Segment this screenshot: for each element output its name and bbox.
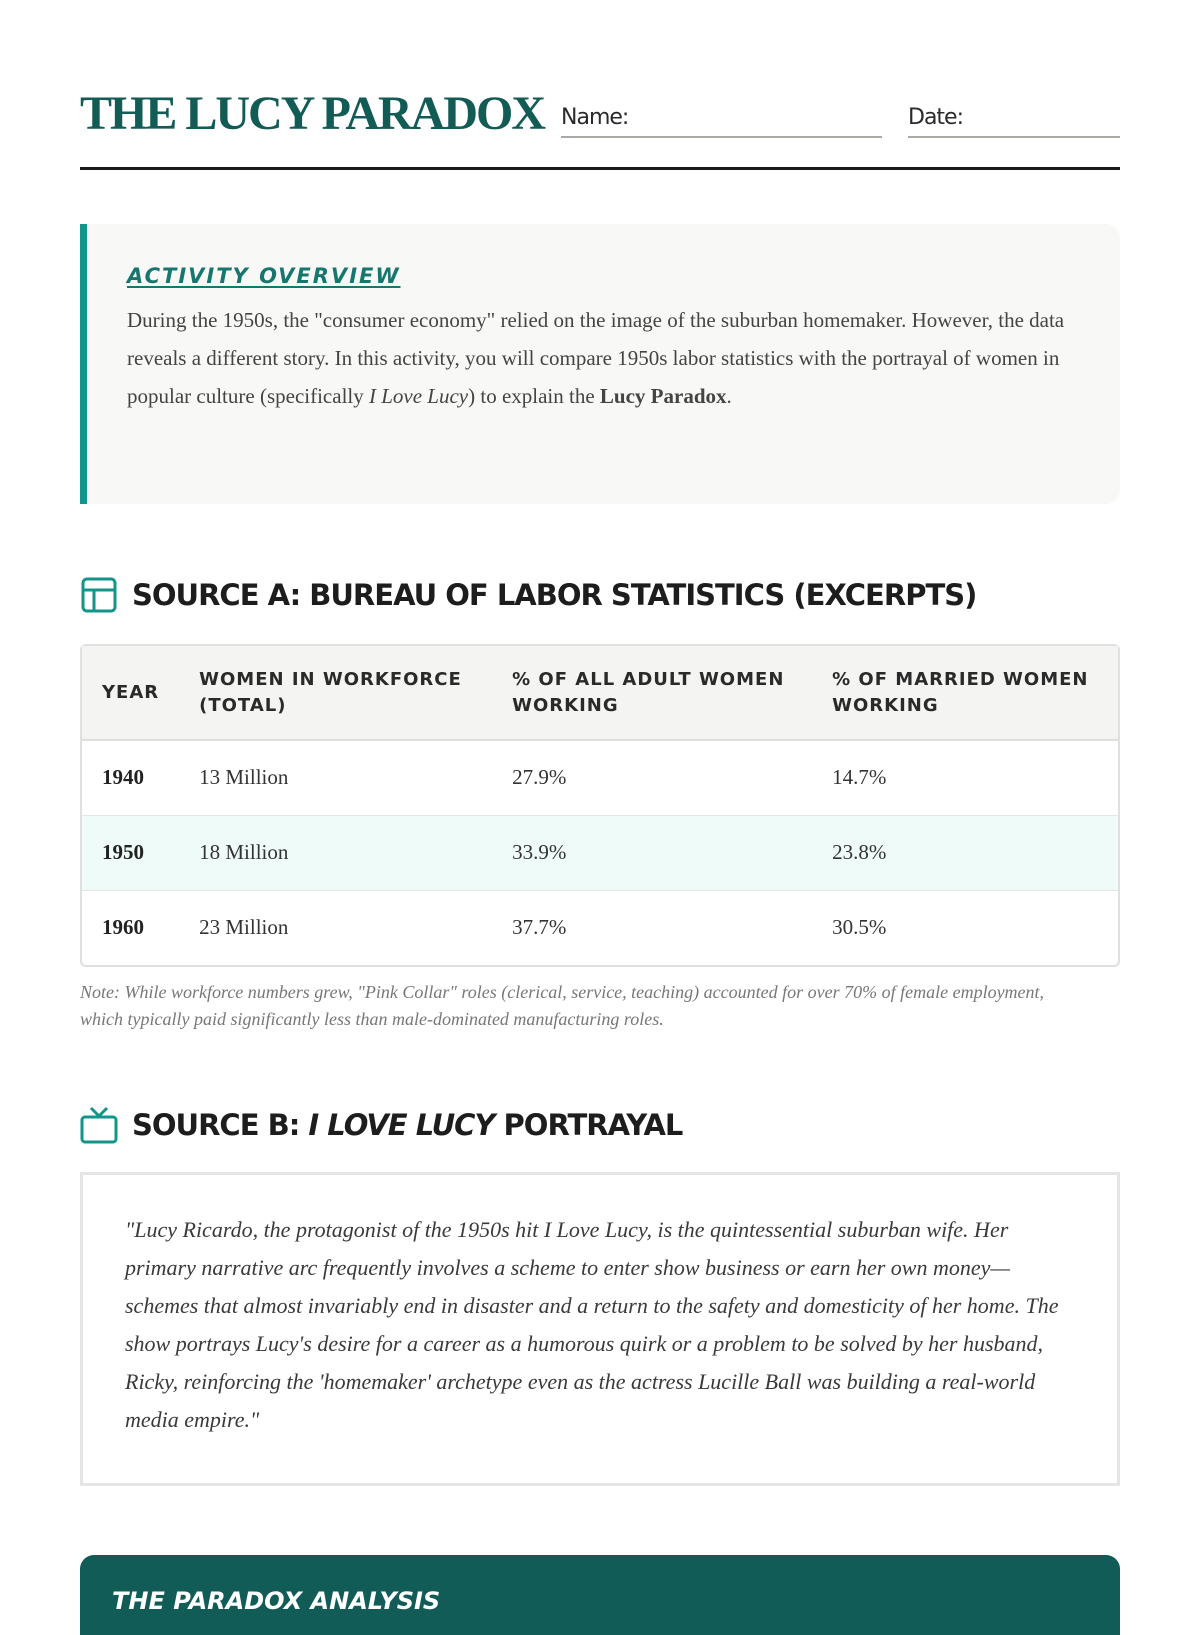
workforce-cell: 23 Million xyxy=(179,890,492,965)
year-cell: 1940 xyxy=(102,765,144,790)
paradox-analysis-panel xyxy=(80,1555,1120,1635)
portrayal-quote-box xyxy=(80,1172,1120,1486)
tv-icon xyxy=(80,1106,118,1144)
table-row-highlighted xyxy=(82,815,1118,890)
married-women-cell: 14.7% xyxy=(832,765,887,790)
name-field[interactable] xyxy=(561,102,882,138)
portrayal-quote: "Lucy Ricardo, the protagonist of the 1950s hit I Love Lucy, is the quintessential suburban wife. Her primary narrative arc frequently involves a scheme to enter show business or earn her own money—schemes that almost invariably end in disaster and a return to the safety and domesticity of her home. The show portrays Lucy's desire for a career as a humorous quirk or a problem to be solved by her husband, Ricky, reinforcing the 'homemaker' archetype even as the actress Lucille Ball was building a real-world media empire." xyxy=(125,1217,1059,1432)
analysis-heading: THE PARADOX ANALYSIS xyxy=(112,1587,441,1615)
workforce-cell: 18 Million xyxy=(179,815,492,890)
source-a-heading xyxy=(80,573,976,617)
all-women-cell: 33.9% xyxy=(492,815,812,890)
all-women-cell: 37.7% xyxy=(492,890,812,965)
show-title: I Love Lucy xyxy=(368,384,469,408)
column-header: WOMEN IN WORKFORCE (TOTAL) xyxy=(179,646,492,740)
key-term: Lucy Paradox xyxy=(599,384,727,408)
married-women-cell: 23.8% xyxy=(812,815,1118,890)
table-row xyxy=(82,740,1118,815)
date-label: Date: xyxy=(908,105,963,130)
all-women-cell: 27.9% xyxy=(512,765,567,790)
activity-overview-box xyxy=(80,224,1120,504)
married-women-cell: 30.5% xyxy=(812,890,1118,965)
column-header: % OF MARRIED WOMEN WORKING xyxy=(812,646,1118,740)
column-header: YEAR xyxy=(82,646,179,740)
workforce-cell: 13 Million xyxy=(199,765,289,790)
overview-heading: ACTIVITY OVERVIEW xyxy=(127,264,401,288)
source-b-heading xyxy=(80,1103,682,1147)
table-icon xyxy=(80,576,118,614)
date-field[interactable] xyxy=(908,102,1120,138)
year-cell: 1950 xyxy=(82,815,179,890)
worksheet-header xyxy=(80,82,1120,170)
source-a-title: SOURCE A: BUREAU OF LABOR STATISTICS (EXCERPTS) xyxy=(132,578,977,612)
overview-text: During the 1950s, the "consumer economy" relied on the image of the suburban homemaker. However, the data reveals a different story. In this activity, you will compare 1950s labor statistics with the portrayal of women in popular culture (specifically I Love Lucy) to explain the Lucy Paradox. xyxy=(127,308,1065,408)
table-note: Note: While workforce numbers grew, "Pink Collar" roles (clerical, service, teaching) accounted for over 70% of female employment, which typically paid significantly less than male-dominated manufacturing roles. xyxy=(80,982,1045,1029)
page-title: THE LUCY PARADOX xyxy=(80,87,545,140)
table-row xyxy=(82,890,1118,965)
table-header-row xyxy=(82,646,1118,740)
name-label: Name: xyxy=(561,105,629,130)
column-header: % OF ALL ADULT WOMEN WORKING xyxy=(492,646,812,740)
source-b-title: SOURCE B: I LOVE LUCY PORTRAYAL xyxy=(132,1108,683,1142)
year-cell: 1960 xyxy=(82,890,179,965)
labor-statistics-table xyxy=(80,644,1120,967)
